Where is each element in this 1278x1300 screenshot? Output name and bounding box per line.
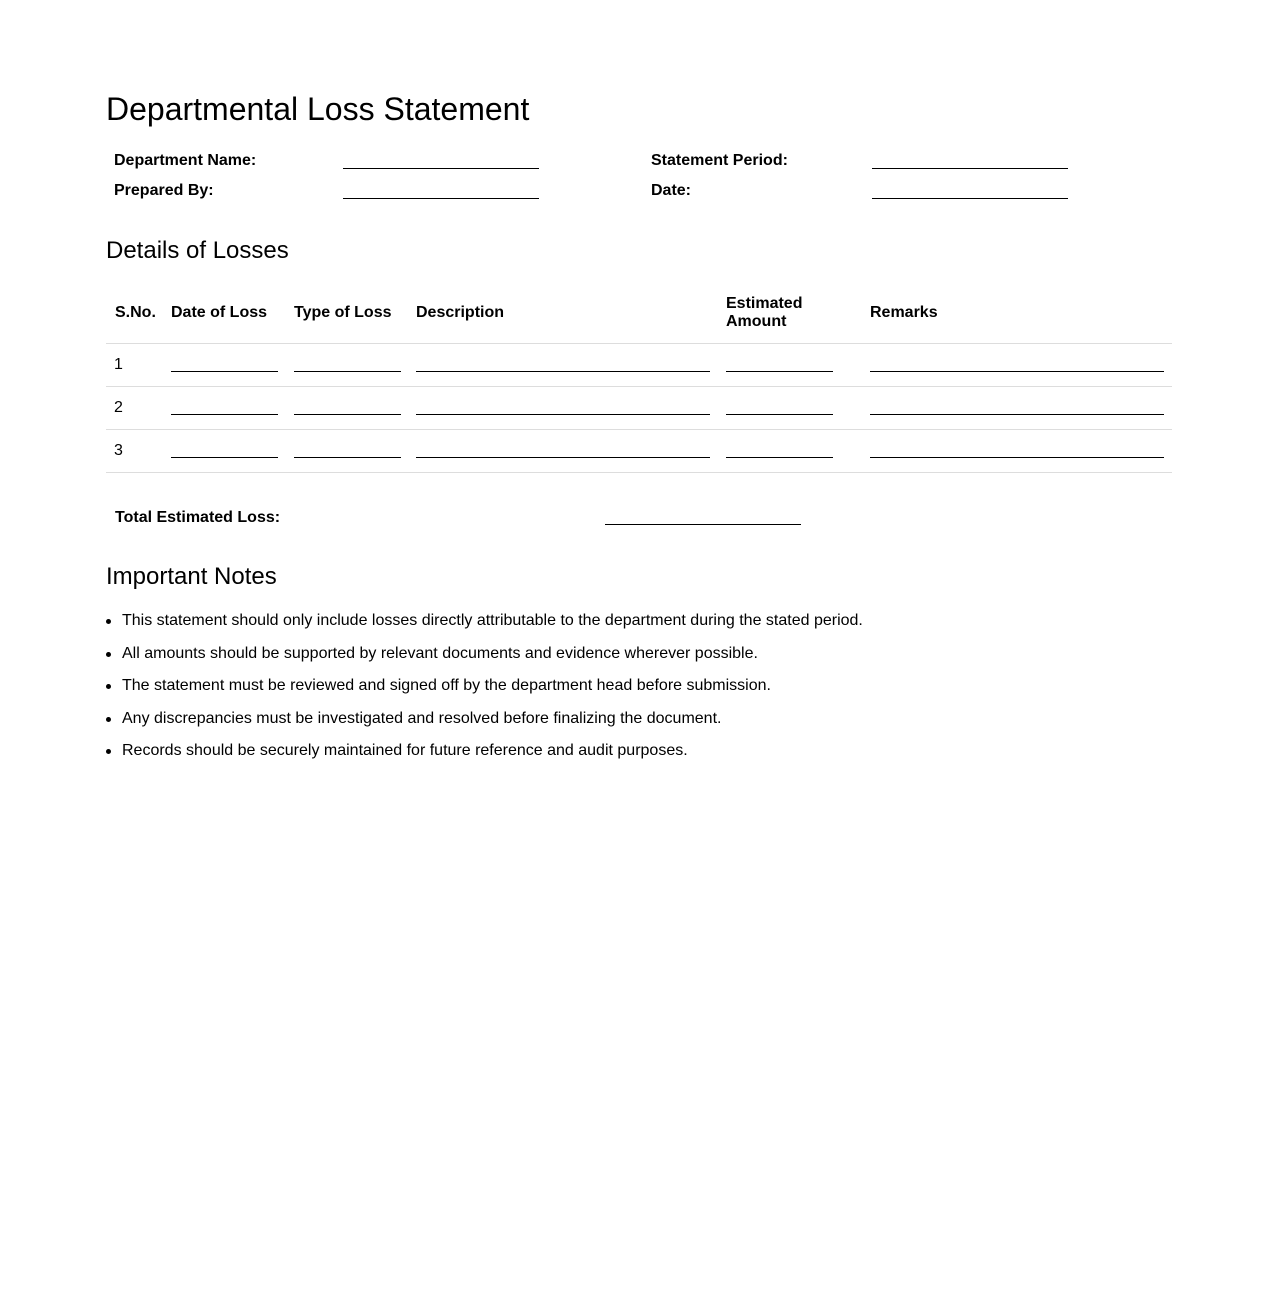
row-sno: 1 <box>114 356 123 373</box>
type-of-loss-field[interactable] <box>294 414 401 415</box>
estimated-amount-field[interactable] <box>726 414 833 415</box>
bullet-icon <box>106 749 111 754</box>
statement-period-field[interactable] <box>872 168 1068 169</box>
note-text: The statement must be reviewed and signed off by the department head before submission. <box>122 677 771 694</box>
total-estimated-loss-label: Total Estimated Loss: <box>115 509 281 526</box>
statement-period-label: Statement Period: <box>651 152 788 169</box>
column-header-description: Description <box>416 304 505 321</box>
date-of-loss-field[interactable] <box>171 457 278 458</box>
date-field[interactable] <box>872 198 1068 199</box>
note-text: All amounts should be supported by relevant documents and evidence wherever possible. <box>122 644 758 662</box>
list-item <box>106 675 1172 708</box>
row-divider <box>106 472 1172 473</box>
list-item <box>106 610 1172 643</box>
notes-list <box>106 610 1172 773</box>
page-title: Departmental Loss Statement <box>106 91 530 127</box>
list-item <box>106 643 1172 676</box>
list-item <box>106 740 1172 773</box>
type-of-loss-field[interactable] <box>294 371 401 372</box>
note-text: This statement should only include losses directly attributable to the department during the stated period. <box>122 612 863 629</box>
date-label: Date: <box>651 182 692 199</box>
description-field[interactable] <box>416 371 710 372</box>
details-section-title: Details of Losses <box>106 237 289 264</box>
row-sno: 3 <box>114 442 123 459</box>
remarks-field[interactable] <box>870 457 1164 458</box>
prepared-by-field[interactable] <box>343 198 539 199</box>
description-field[interactable] <box>416 457 710 458</box>
bullet-icon <box>106 717 111 722</box>
list-item <box>106 708 1172 741</box>
department-name-label: Department Name: <box>114 152 257 169</box>
column-header-estimated-amount: Estimated Amount <box>726 295 803 330</box>
column-header-date-of-loss: Date of Loss <box>171 304 268 321</box>
column-header-sno: S.No. <box>115 304 156 321</box>
prepared-by-label: Prepared By: <box>114 182 214 199</box>
row-divider <box>106 429 1172 430</box>
row-sno: 2 <box>114 399 123 416</box>
bullet-icon <box>106 652 111 657</box>
remarks-field[interactable] <box>870 371 1164 372</box>
table-header-divider <box>106 343 1172 344</box>
column-header-type-of-loss: Type of Loss <box>294 304 392 321</box>
department-name-field[interactable] <box>343 168 539 169</box>
date-of-loss-field[interactable] <box>171 414 278 415</box>
row-divider <box>106 386 1172 387</box>
description-field[interactable] <box>416 414 710 415</box>
total-estimated-loss-field[interactable] <box>605 524 801 525</box>
type-of-loss-field[interactable] <box>294 457 401 458</box>
date-of-loss-field[interactable] <box>171 371 278 372</box>
note-text: Records should be securely maintained for future reference and audit purposes. <box>122 742 688 759</box>
note-text: Any discrepancies must be investigated and resolved before finalizing the document. <box>122 709 722 727</box>
estimated-amount-field[interactable] <box>726 371 833 372</box>
remarks-field[interactable] <box>870 414 1164 415</box>
bullet-icon <box>106 684 111 689</box>
bullet-icon <box>106 619 111 624</box>
notes-section-title: Important Notes <box>106 563 277 590</box>
column-header-remarks: Remarks <box>870 304 938 321</box>
estimated-amount-field[interactable] <box>726 457 833 458</box>
